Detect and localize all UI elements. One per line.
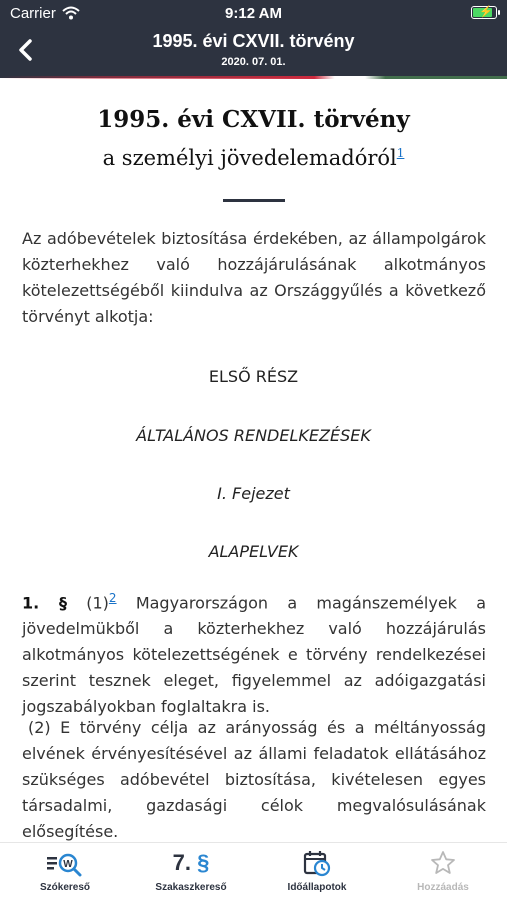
law-subtitle xyxy=(0,146,507,170)
word-search-icon xyxy=(10,849,120,877)
footnote-link-2[interactable]: 2 xyxy=(108,591,117,605)
subsection-1-text: Magyarországon a magánszemélyek a jövedelmükből a közterhekhez való hozzájárulás alkotmányos kötelezettségének e törvény rendelkezései szerint tesznek eleget, figyelemmel az adóigazgatási jogszabályokban foglaltakra is. xyxy=(22,593,486,717)
preamble: Az adóbevételek biztosítása érdekében, az állampolgárok közterhekhez való hozzájárulásának alkotmányos kötelezettségéből kiindulva az Országgyűlés a következő törvényt alkotja: xyxy=(22,229,486,326)
document-content[interactable] xyxy=(0,79,507,842)
battery-icon xyxy=(471,6,497,19)
law-subtitle-text: a személyi jövedelemadóról xyxy=(102,146,397,170)
tab-label: Hozzáadás xyxy=(417,882,469,893)
app-header xyxy=(0,0,507,78)
section-number: 1. § xyxy=(22,593,67,613)
charging-icon: ⚡ xyxy=(479,6,493,18)
section-1-paragraph-2: (2) E törvény célja az arányosság és a méltányosság elvének érvényesítésével az állami feladatok ellátásához szükséges adóbevétel biztosítása, kivételesen egyes társadalmi, gazdasági célok megvalósulásának elősegítése. xyxy=(22,718,486,841)
section-search-icon xyxy=(136,849,246,877)
tab-idoallapotok[interactable] xyxy=(262,849,372,893)
star-icon xyxy=(388,849,498,877)
subsection-label: (1) xyxy=(86,593,109,613)
footnote-link-1[interactable]: 1 xyxy=(396,146,405,160)
chapter-heading: I. Fejezet xyxy=(217,484,290,503)
paragraph-sign-icon: § xyxy=(197,850,210,875)
tab-label: Szakaszkereső xyxy=(155,882,227,893)
status-time: 9:12 AM xyxy=(225,5,282,22)
header-date: 2020. 07. 01. xyxy=(221,56,286,68)
tab-label: Időállapotok xyxy=(287,882,347,893)
chapter-title: ALAPELVEK xyxy=(208,542,299,561)
tab-label: Szókereső xyxy=(39,882,91,893)
section-1-paragraph-1 xyxy=(22,585,486,720)
header-title: 1995. évi CXVII. törvény xyxy=(152,31,355,51)
svg-text:W: W xyxy=(63,859,73,870)
tab-bar xyxy=(0,842,507,900)
title-divider xyxy=(223,199,285,202)
law-title: 1995. évi CXVII. törvény xyxy=(97,106,410,133)
section-number-icon: 7. xyxy=(172,850,191,875)
carrier-label: Carrier xyxy=(10,5,56,22)
part-title: ÁLTALÁNOS RENDELKEZÉSEK xyxy=(136,426,371,445)
tab-hozzaadas[interactable] xyxy=(388,849,498,893)
part-heading: ELSŐ RÉSZ xyxy=(208,367,299,386)
calendar-clock-icon xyxy=(262,849,372,877)
tab-szokereso[interactable] xyxy=(10,849,120,893)
status-bar xyxy=(0,0,507,28)
tab-szakaszkereso[interactable] xyxy=(136,849,246,893)
